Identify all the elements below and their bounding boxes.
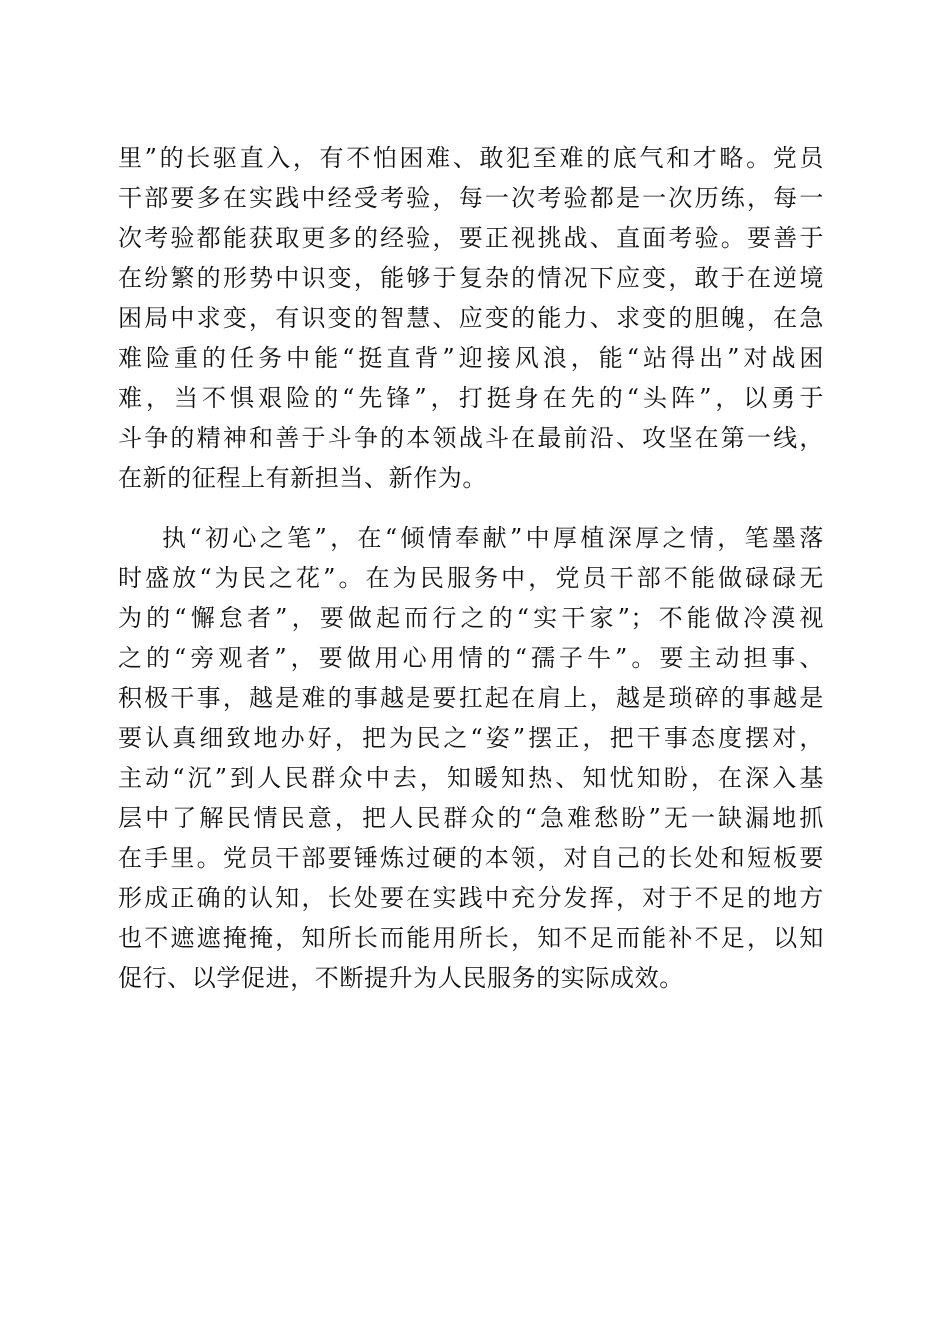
paragraph-1-line-6: 难险重的任务中能“挺直背”迎接风浪，能“站得出”对战困 bbox=[118, 344, 824, 372]
paragraph-2-line-3: 为的“懈怠者”，要做起而行之的“实干家”；不能做冷漠视 bbox=[118, 604, 824, 632]
paragraph-2-line-1: 执“初心之笔”，在“倾情奉献”中厚植深厚之情，笔墨落 bbox=[118, 524, 824, 552]
paragraph-1-line-4: 在纷繁的形势中识变，能够于复杂的情况下应变，敢于在逆境 bbox=[118, 264, 824, 292]
paragraph-2-line-5: 积极干事，越是难的事越是要扛起在肩上，越是琐碎的事越是 bbox=[118, 684, 824, 712]
paragraph-2-line-10: 形成正确的认知，长处要在实践中充分发挥，对于不足的地方 bbox=[118, 884, 824, 912]
paragraph-1-line-1: 里”的长驱直入，有不怕困难、敢犯至难的底气和才略。党员 bbox=[118, 144, 824, 172]
paragraph-1-line-9: 在新的征程上有新担当、新作为。 bbox=[118, 464, 487, 492]
paragraph-1-line-2: 干部要多在实践中经受考验，每一次考验都是一次历练，每一 bbox=[118, 184, 824, 212]
paragraph-2-line-11: 也不遮遮掩掩，知所长而能用所长，知不足而能补不足，以知 bbox=[118, 924, 824, 952]
paragraph-2-line-12: 促行、以学促进，不断提升为人民服务的实际成效。 bbox=[118, 964, 684, 992]
paragraph-1-line-8: 斗争的精神和善于斗争的本领战斗在最前沿、攻坚在第一线， bbox=[118, 424, 824, 452]
paragraph-2-line-9: 在手里。党员干部要锤炼过硬的本领，对自己的长处和短板要 bbox=[118, 844, 824, 872]
paragraph-1-line-7: 难，当不惧艰险的“先锋”，打挺身在先的“头阵”，以勇于 bbox=[118, 384, 824, 412]
paragraph-2-line-6: 要认真细致地办好，把为民之“姿”摆正，把干事态度摆对， bbox=[118, 724, 824, 752]
paragraph-2-line-7: 主动“沉”到人民群众中去，知暖知热、知忧知盼，在深入基 bbox=[118, 764, 824, 792]
paragraph-2-line-2: 时盛放“为民之花”。在为民服务中，党员干部不能做碌碌无 bbox=[118, 564, 824, 592]
paragraph-1-line-3: 次考验都能获取更多的经验，要正视挑战、直面考验。要善于 bbox=[118, 224, 824, 252]
paragraph-1-line-5: 困局中求变，有识变的智慧、应变的能力、求变的胆魄，在急 bbox=[118, 304, 824, 332]
paragraph-2-line-8: 层中了解民情民意，把人民群众的“急难愁盼”无一缺漏地抓 bbox=[118, 804, 824, 832]
paragraph-2-line-4: 之的“旁观者”，要做用心用情的“孺子牛”。要主动担事、 bbox=[118, 644, 824, 672]
